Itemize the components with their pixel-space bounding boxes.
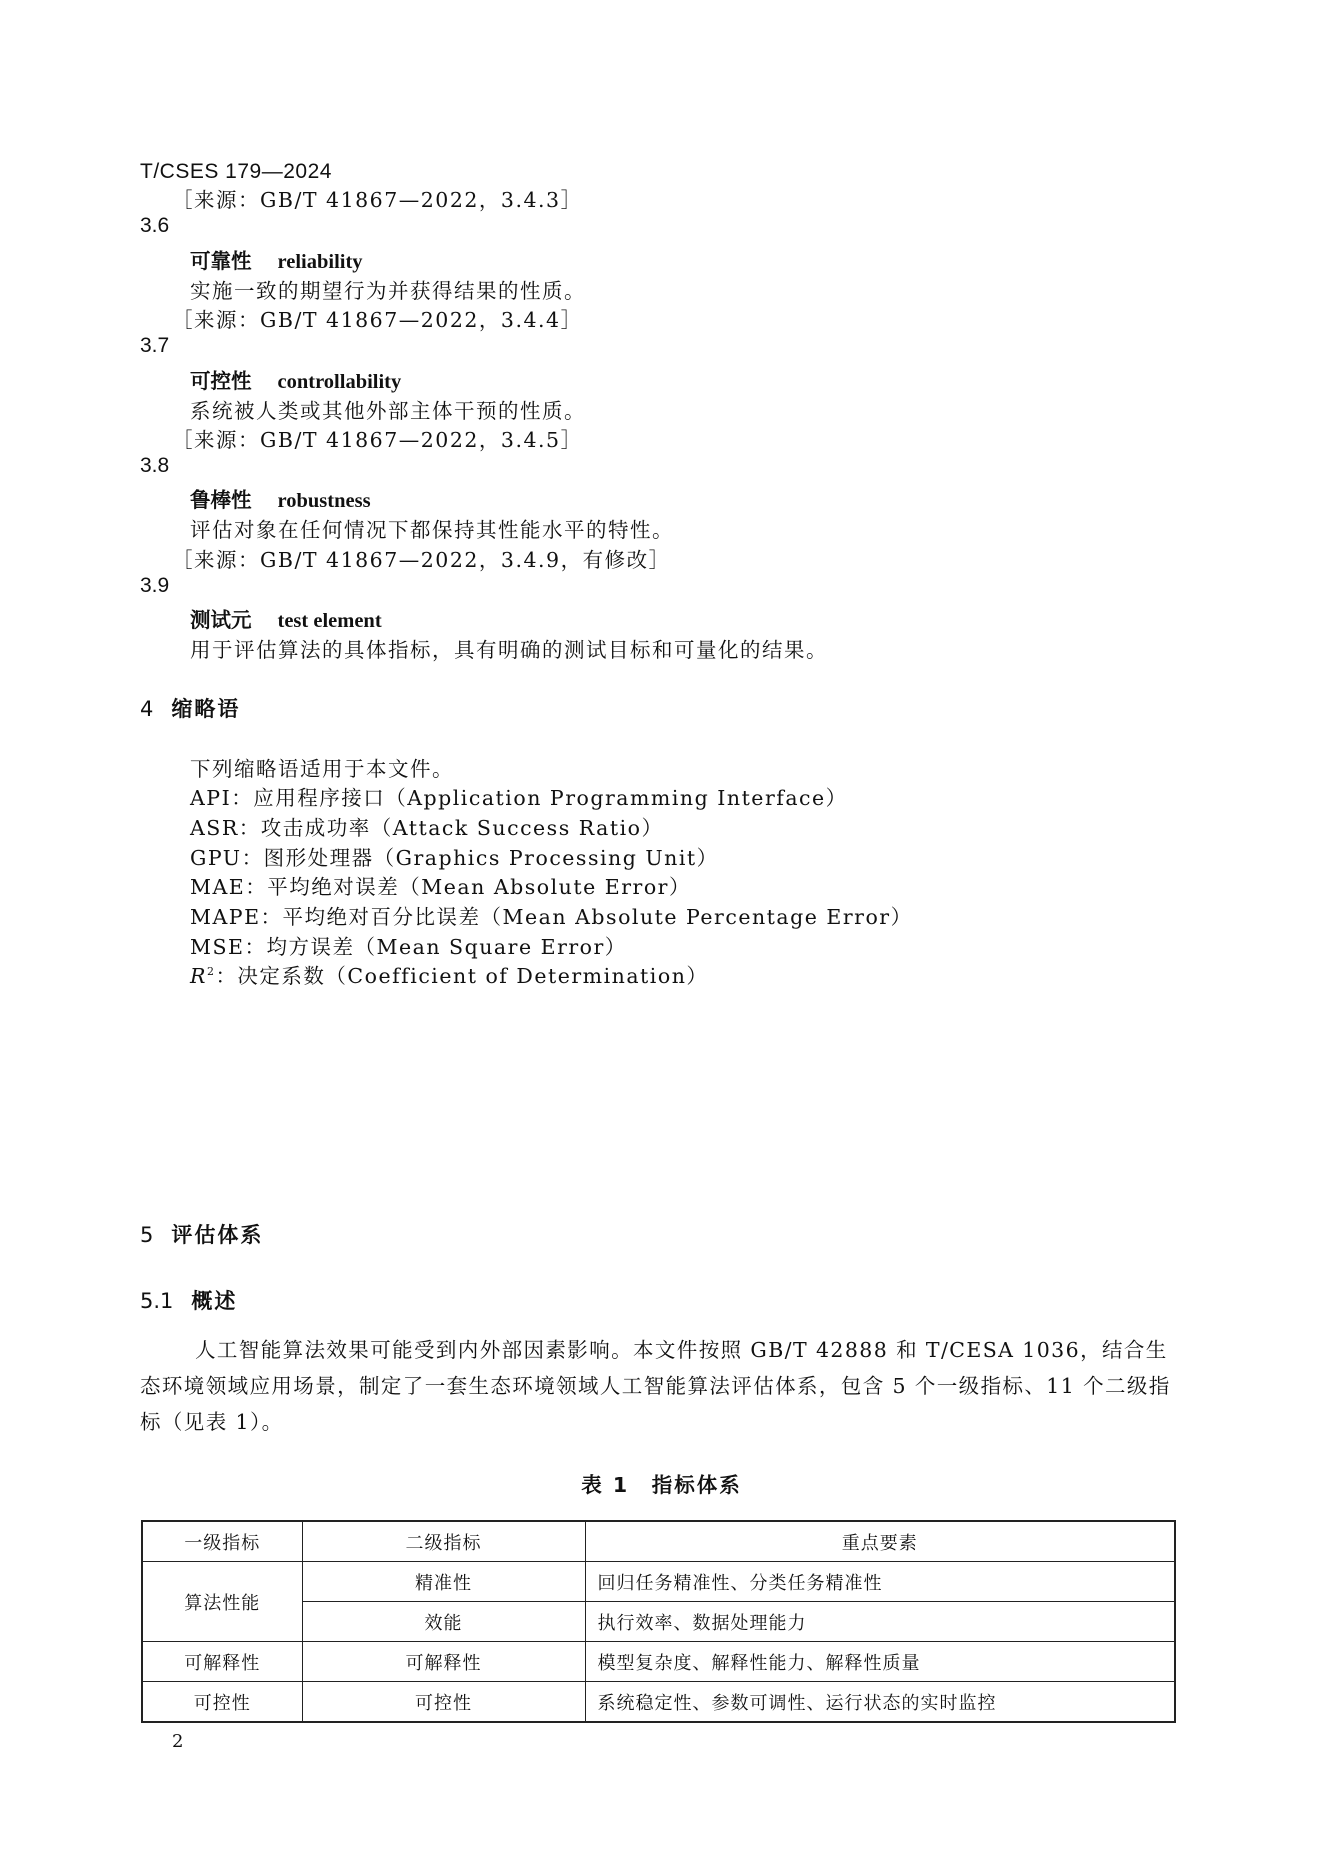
abbreviation-item: ASR：攻击成功率（Attack Success Ratio）: [190, 816, 664, 840]
term-heading: [190, 364, 401, 394]
overview-paragraph: 人工智能算法效果可能受到内外部因素影响。本文件按照 GB/T 42888 和 T/CESA 1036，结合生态环境领域应用场景，制定了一套生态环境领域人工智能算法评估体系，包含 5 个一级指标、11 个二级指标（见表 1）。: [140, 1338, 1171, 1434]
abbreviation-item: MSE：均方误差（Mean Square Error）: [190, 935, 627, 959]
term-zh: 可控性: [190, 369, 252, 393]
term-en: controllability: [277, 371, 402, 393]
term-zh: 可靠性: [190, 249, 252, 273]
term-source: ［来源：GB/T 41867—2022，3.4.3］: [172, 188, 583, 212]
elements-cell: 回归任务精准性、分类任务精准性: [585, 1562, 1175, 1602]
term-definition: 系统被人类或其他外部主体干预的性质。: [190, 399, 586, 423]
term-en: robustness: [277, 490, 371, 512]
term-definition: 用于评估算法的具体指标，具有明确的测试目标和可量化的结果。: [190, 638, 828, 662]
table-header-row: [142, 1521, 1175, 1562]
abbreviation-item: MAPE：平均绝对百分比误差（Mean Absolute Percentage Error）: [190, 905, 913, 929]
level1-cell: 算法性能: [142, 1562, 302, 1642]
term-zh: 鲁棒性: [190, 488, 252, 512]
section-number: 4: [140, 697, 154, 721]
term-source: ［来源：GB/T 41867—2022，3.4.9，有修改］: [172, 548, 671, 572]
level2-cell: 效能: [302, 1602, 585, 1642]
table-header-cell: 重点要素: [585, 1521, 1175, 1562]
table-header-cell: 一级指标: [142, 1521, 302, 1562]
subsection-number: 5.1: [140, 1289, 174, 1313]
page-number: 2: [172, 1731, 184, 1752]
term-heading: [190, 603, 382, 633]
indicator-table: [141, 1520, 1176, 1723]
term-number: 3.7: [140, 334, 170, 357]
term-heading: [190, 244, 363, 274]
term-number: 3.6: [140, 214, 170, 237]
term-definition: 实施一致的期望行为并获得结果的性质。: [190, 279, 586, 303]
term-heading: [190, 483, 371, 513]
term-en: test element: [277, 610, 382, 632]
section-heading: [140, 693, 240, 723]
elements-cell: 系统稳定性、参数可调性、运行状态的实时监控: [585, 1682, 1175, 1723]
table-row: [142, 1642, 1175, 1682]
table-header-cell: 二级指标: [302, 1521, 585, 1562]
level2-cell: 可控性: [302, 1682, 585, 1723]
abbreviation-item: [190, 959, 708, 989]
subsection-heading: [140, 1285, 237, 1315]
abbreviation-item: API：应用程序接口（Application Programming Interface）: [190, 786, 848, 810]
document-code: T/CSES 179—2024: [140, 160, 332, 183]
abbreviation-item: GPU：图形处理器（Graphics Processing Unit）: [190, 846, 719, 870]
term-source: ［来源：GB/T 41867—2022，3.4.4］: [172, 308, 583, 332]
subsection-title: 概述: [191, 1289, 238, 1313]
abbreviation-intro: 下列缩略语适用于本文件。: [190, 757, 454, 781]
term-definition: 评估对象在任何情况下都保持其性能水平的特性。: [190, 518, 674, 542]
elements-cell: 模型复杂度、解释性能力、解释性质量: [585, 1642, 1175, 1682]
table-row: [142, 1562, 1175, 1602]
table-row: [142, 1682, 1175, 1723]
section-heading: [140, 1219, 263, 1249]
term-number: 3.8: [140, 454, 170, 477]
elements-cell: 执行效率、数据处理能力: [585, 1602, 1175, 1642]
r2-symbol: R: [190, 964, 207, 988]
table-title: 表 1 指标体系: [581, 1473, 742, 1497]
term-en: reliability: [277, 251, 363, 273]
term-zh: 测试元: [190, 608, 252, 632]
section-title: 缩略语: [171, 697, 241, 721]
level2-cell: 精准性: [302, 1562, 585, 1602]
r2-superscript: 2: [206, 965, 216, 979]
level1-cell: 可解释性: [142, 1642, 302, 1682]
term-source: ［来源：GB/T 41867—2022，3.4.5］: [172, 428, 583, 452]
term-number: 3.9: [140, 574, 170, 597]
section-number: 5: [140, 1223, 154, 1247]
r2-text: ：决定系数（Coefficient of Determination）: [215, 964, 709, 988]
level1-cell: 可控性: [142, 1682, 302, 1723]
level2-cell: 可解释性: [302, 1642, 585, 1682]
section-title: 评估体系: [171, 1223, 264, 1247]
abbreviation-item: MAE：平均绝对误差（Mean Absolute Error）: [190, 875, 691, 899]
